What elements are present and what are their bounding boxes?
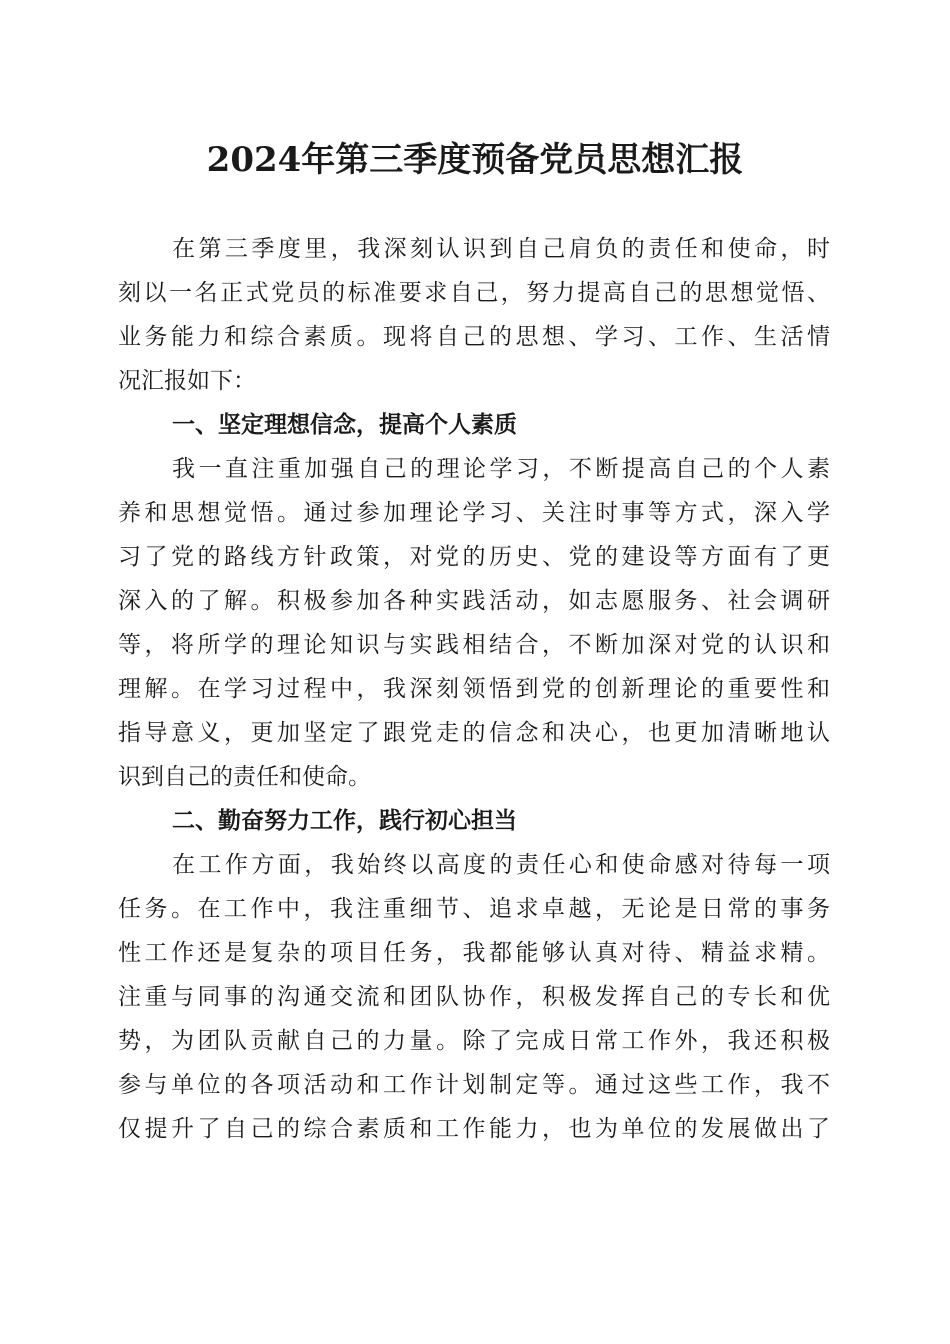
paragraph-line: 仅提升了自己的综合素质和工作能力，也为单位的发展做出了 [118,1116,830,1142]
paragraph-line: 等，将所学的理论知识与实践相结合，不断加深对党的认识和 [118,632,830,658]
paragraph-line: 注重与同事的沟通交流和团队协作，积极发挥自己的专长和优 [118,984,830,1010]
paragraph-line: 任务。在工作中，我注重细节、追求卓越，无论是日常的事务 [118,896,830,922]
section-heading: 二、勤奋努力工作，践行初心担当 [172,808,517,834]
document-title: 2024年第三季度预备党员思想汇报 [206,140,744,180]
paragraph-line: 深入的了解。积极参加各种实践活动，如志愿服务、社会调研 [118,588,830,614]
paragraph-line: 养和思想觉悟。通过参加理论学习、关注时事等方式，深入学 [118,500,830,526]
section-heading: 一、坚定理想信念，提高个人素质 [172,412,517,438]
paragraph-line: 习了党的路线方针政策，对党的历史、党的建设等方面有了更 [118,544,830,570]
paragraph-line: 理解。在学习过程中，我深刻领悟到党的创新理论的重要性和 [118,676,830,702]
paragraph-line: 性工作还是复杂的项目任务，我都能够认真对待、精益求精。 [118,940,830,966]
paragraph-line: 我一直注重加强自己的理论学习，不断提高自己的个人素 [172,456,830,482]
paragraph-line: 指导意义，更加坚定了跟党走的信念和决心，也更加清晰地认 [118,720,830,746]
paragraph-line: 况汇报如下： [118,368,256,394]
document-body [118,227,830,1151]
paragraph-line: 识到自己的责任和使命。 [118,764,371,790]
paragraph-line: 参与单位的各项活动和工作计划制定等。通过这些工作，我不 [118,1072,830,1098]
paragraph-line: 在第三季度里，我深刻认识到自己肩负的责任和使命，时 [172,236,830,262]
paragraph-line: 刻以一名正式党员的标准要求自己，努力提高自己的思想觉悟、 [118,280,830,306]
paragraph-line: 势，为团队贡献自己的力量。除了完成日常工作外，我还积极 [118,1028,830,1054]
paragraph-line: 业务能力和综合素质。现将自己的思想、学习、工作、生活情 [118,324,830,350]
paragraph-line: 在工作方面，我始终以高度的责任心和使命感对待每一项 [172,852,830,878]
